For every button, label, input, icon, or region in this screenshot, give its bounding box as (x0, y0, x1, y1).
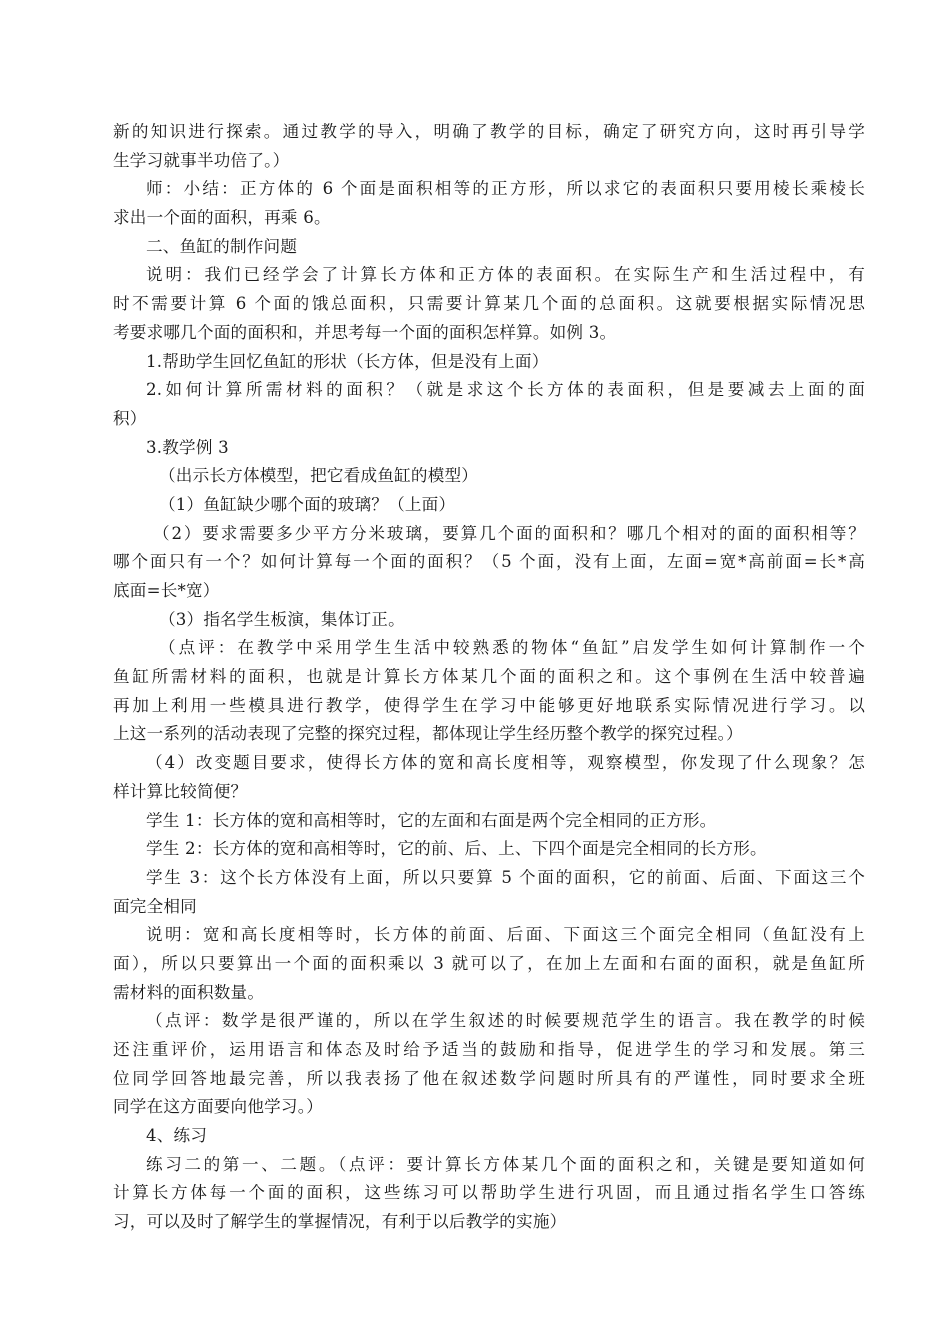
paragraph-line: 上这一系列的活动表现了完整的探究过程，都体现让学生经历整个教学的探究过程。） (113, 724, 743, 744)
list-item: 2.如何计算所需材料的面积？（就是求这个长方体的表面积，但是要减去上面的面 (146, 380, 865, 400)
section-heading: 二、鱼缸的制作问题 (146, 236, 298, 256)
list-item: （4）改变题目要求，使得长方体的宽和高长度相等，观察模型，你发现了什么现象？怎 (146, 753, 865, 773)
list-item: （3）指名学生板演，集体订正。 (159, 609, 405, 629)
paragraph-line: 学生 2：长方体的宽和高相等时，它的前、后、上、下四个面是完全相同的长方形。 (146, 839, 767, 859)
paragraph-line: 说明：我们已经学会了计算长方体和正方体的表面积。在实际生产和生活过程中，有 (146, 265, 865, 285)
paragraph-line: 练习二的第一、二题。（点评：要计算长方体某几个面的面积之和，关键是要知道如何 (146, 1154, 865, 1174)
list-item: （2）要求需要多少平方分米玻璃，要算几个面的面积和？哪几个相对的面的面积相等？ (153, 523, 865, 543)
paragraph-line: 学生 3：这个长方体没有上面，所以只要算 5 个面的面积，它的前面、后面、下面这三个 (146, 867, 865, 887)
paragraph-line: 说明：宽和高长度相等时，长方体的前面、后面、下面这三个面完全相同（鱼缸没有上 (146, 925, 865, 945)
paragraph-line: 考要求哪几个面的面积和，并思考每一个面的面积怎样算。如例 3。 (113, 322, 617, 342)
document-body (113, 118, 865, 1237)
paragraph-line: 底面=长*宽） (113, 581, 220, 600)
list-item: 3.教学例 3 (146, 437, 229, 457)
paragraph-line: 时不需要计算 6 个面的饿总面积，只需要计算某几个面的总面积。这就要根据实际情况思 (113, 294, 865, 314)
paragraph-line: 同学在这方面要向他学习。） (113, 1097, 324, 1117)
list-item: 1.帮助学生回忆鱼缸的形状（长方体，但是没有上面） (146, 351, 549, 371)
paragraph-line: （点评：在教学中采用学生生活中较熟悉的物体“鱼缸”启发学生如何计算制作一个 (159, 638, 865, 658)
paragraph-line: 习，可以及时了解学生的掌握情况，有利于以后教学的实施） (113, 1212, 567, 1232)
paragraph-line: （出示长方体模型，把它看成鱼缸的模型） (159, 466, 479, 486)
paragraph-line: 积） (113, 408, 147, 428)
paragraph-line: 计算长方体每一个面的面积，这些练习可以帮助学生进行巩固，而且通过指名学生口答练 (113, 1183, 865, 1203)
paragraph-line: 鱼缸所需材料的面积，也就是计算长方体某几个面的面积之和。这个事例在生活中较普遍 (113, 667, 865, 687)
paragraph-line: 生学习就事半功倍了。） (113, 150, 290, 170)
paragraph-line: 面完全相同 (113, 896, 197, 916)
paragraph-line: 哪个面只有一个？如何计算每一个面的面积？（5 个面，没有上面，左面=宽*高前面=长*高 (113, 552, 865, 572)
section-heading: 4、练习 (146, 1126, 208, 1146)
paragraph-line: 需材料的面积数量。 (113, 982, 265, 1002)
paragraph-line: 位同学回答地最完善，所以我表扬了他在叙述数学问题时所具有的严谨性，同时要求全班 (113, 1068, 865, 1088)
paragraph-line: 还注重评价，运用语言和体态及时给予适当的鼓励和指导，促进学生的学习和发展。第三 (113, 1040, 865, 1059)
paragraph-line: 再加上利用一些模具进行教学，使得学生在学习中能够更好地联系实际情况进行学习。以 (113, 695, 865, 715)
list-item: （1）鱼缸缺少哪个面的玻璃？（上面） (159, 494, 456, 514)
paragraph-line: 学生 1：长方体的宽和高相等时，它的左面和右面是两个完全相同的正方形。 (146, 810, 717, 830)
paragraph-line: 新的知识进行探索。通过教学的导入，明确了教学的目标，确定了研究方向，这时再引导学 (113, 122, 865, 141)
paragraph-line: 求出一个面的面积，再乘 6。 (113, 208, 331, 228)
paragraph-line: 师：小结：正方体的 6 个面是面积相等的正方形，所以求它的表面积只要用棱长乘棱长 (146, 179, 865, 199)
paragraph-line: 样计算比较简便？ (113, 781, 248, 801)
paragraph-line: 面），所以只要算出一个面的面积乘以 3 就可以了，在加上左面和右面的面积，就是鱼缸所 (113, 953, 865, 973)
paragraph-line: （点评：数学是很严谨的，所以在学生叙述的时候要规范学生的语言。我在教学的时候 (146, 1011, 865, 1031)
